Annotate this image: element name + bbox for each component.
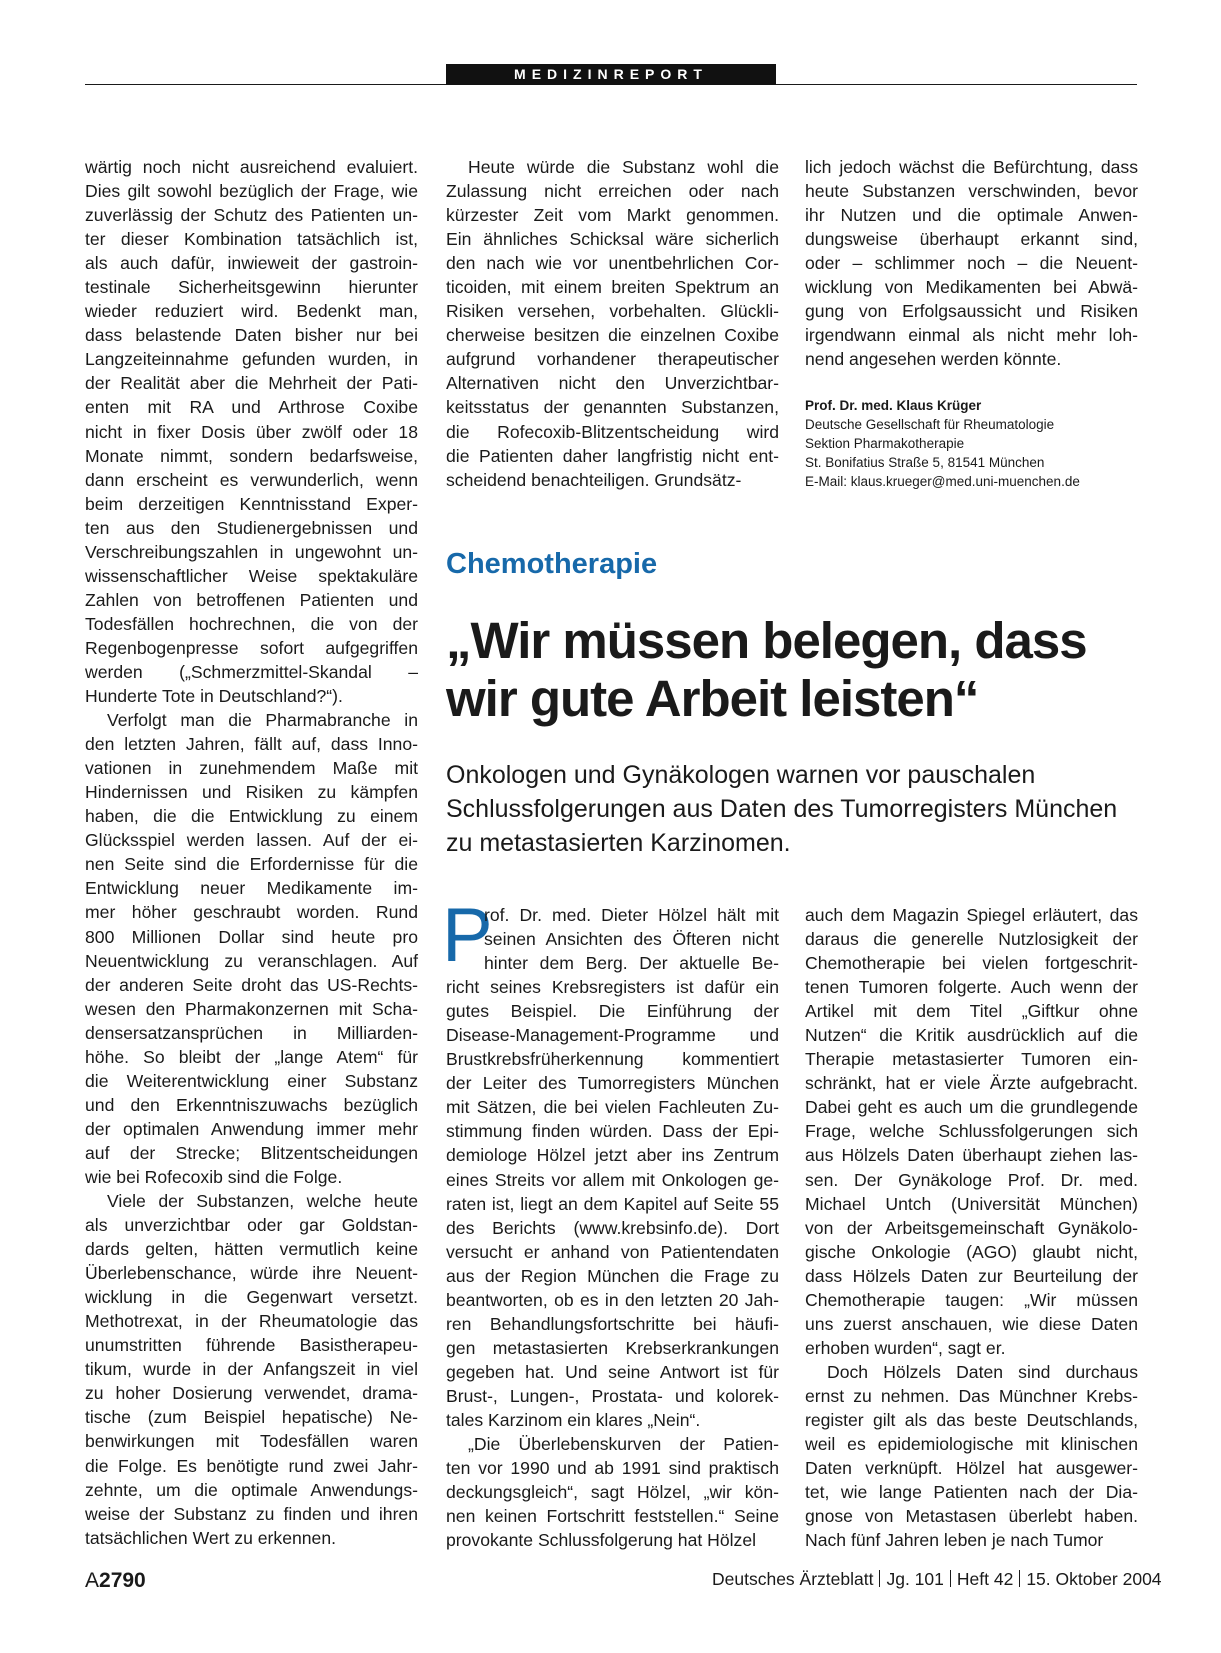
column-5 xyxy=(805,903,1138,1552)
text-line: weise der Substanz zu finden und ihren xyxy=(85,1503,418,1524)
text-line: tales Karzinom ein klares „Nein“. xyxy=(446,1409,701,1430)
text-line: heute Substanzen verschwinden, bevor xyxy=(805,181,1138,202)
text-line: und den Erkenntniszuwachs bezüglich xyxy=(85,1094,418,1115)
text-line: uns zuerst anschauen, wie diese Daten xyxy=(805,1313,1138,1334)
text-line: Glücksspiel werden lassen. Auf der ei- xyxy=(85,830,418,851)
text-line: Todesfällen hochrechnen, die von der xyxy=(85,613,418,634)
column-2 xyxy=(446,155,779,492)
text-line: Viele der Substanzen, welche heute xyxy=(107,1191,418,1212)
text-line: kürzester Zeit vom Markt genommen. xyxy=(446,205,779,226)
text-line: Nach fünf Jahren leben je nach Tumor xyxy=(805,1530,1104,1551)
article-kicker: Chemotherapie xyxy=(446,548,658,580)
column-4 xyxy=(446,903,779,1552)
text-line: beim derzeitigen Kenntnisstand Exper- xyxy=(85,493,418,514)
text-line: ter dieser Kombination tatsächlich ist, xyxy=(85,229,418,250)
text-line: register gilt als das beste Deutschlands, xyxy=(805,1409,1138,1430)
text-line: wesen den Pharmakonzernen mit Scha- xyxy=(85,998,418,1019)
journal-issue: Heft 42 xyxy=(956,1569,1014,1589)
article-headline xyxy=(446,612,1146,728)
text-line: Brust-, Lungen-, Prostata- und kolorek- xyxy=(446,1385,779,1406)
text-line: densersatzansprüchen in Milliarden- xyxy=(85,1022,418,1043)
text-line: haben, die die Entwicklung zu einem xyxy=(85,806,418,827)
text-line: höhe. So bleibt der „lange Atem“ für xyxy=(85,1046,418,1067)
text-line: oder – schlimmer noch – die Neuent- xyxy=(805,253,1138,274)
text-line: raten ist, liegt an dem Kapitel auf Seite 55 xyxy=(446,1193,779,1214)
text-line: weil es epidemiologische mit klinischen xyxy=(805,1434,1138,1455)
text-line: versucht er anhand von Patientendaten xyxy=(446,1241,779,1262)
subhead-line: Onkologen und Gynäkologen warnen vor pauschalen xyxy=(446,761,1036,789)
text-line: als auch dafür, inwieweit der gastroin- xyxy=(85,253,418,274)
footer-divider xyxy=(879,1570,880,1587)
text-line: nend angesehen werden könnte. xyxy=(805,349,1062,370)
text-line: dass belastende Daten bisher nur bei xyxy=(85,325,418,346)
text-line: die Rofecoxib-Blitzentscheidung wird xyxy=(446,421,779,442)
text-line: Verschreibungszahlen in ungewohnt un- xyxy=(85,541,418,562)
text-line: tikum, wurde in der Anfangszeit in viel xyxy=(85,1359,418,1380)
text-line: Langzeiteinnahme gefunden wurden, in xyxy=(85,349,418,370)
text-line: gung von Erfolgsaussicht und Risiken xyxy=(805,301,1138,322)
column-1 xyxy=(85,155,418,1550)
text-line: vationen in zunehmendem Maße mit xyxy=(85,758,418,779)
author-section: Sektion Pharmakotherapie xyxy=(805,436,965,451)
text-line: tatsächlichen Wert zu erkennen. xyxy=(85,1527,337,1548)
text-line: wärtig noch nicht ausreichend evaluiert. xyxy=(85,157,418,177)
text-line: auch dem Magazin Spiegel erläutert, das xyxy=(805,905,1138,925)
text-line: demiologe Hölzel jetzt aber ins Zentrum xyxy=(446,1145,779,1166)
text-line: Methotrexat, in der Rheumatologie das xyxy=(85,1311,418,1332)
text-line: rof. Dr. med. Dieter Hölzel hält mit xyxy=(484,905,779,925)
text-line: Verfolgt man die Pharmabranche in xyxy=(107,710,418,731)
text-line: hinter dem Berg. Der aktuelle Be- xyxy=(484,953,779,974)
text-line: seinen Ansichten des Öfteren nicht xyxy=(484,929,779,950)
text-line: gutes Beispiel. Die Einführung der xyxy=(446,1001,779,1022)
text-line: deckungsgleich“, sagt Hölzel, „wir kön- xyxy=(446,1482,779,1503)
text-line: irgendwann einmal als nicht mehr loh- xyxy=(805,325,1138,346)
text-line: Ein ähnliches Schicksal wäre sicherlich xyxy=(446,229,779,250)
section-label: MEDIZINREPORT xyxy=(446,64,776,85)
text-line: der anderen Seite droht das US-Rechts- xyxy=(85,974,418,995)
headline-line: „Wir müssen belegen, dass xyxy=(446,612,1087,669)
text-line: Michael Untch (Universität München) xyxy=(805,1193,1138,1214)
text-line: Zahlen von betroffenen Patienten und xyxy=(85,589,418,610)
text-line: aus der Region München die Frage zu xyxy=(446,1265,779,1286)
folio-number: 2790 xyxy=(99,1569,146,1592)
text-line: den nach wie vor unentbehrlichen Cor- xyxy=(446,253,779,274)
text-line: eines Streits vor allem mit Onkologen ge- xyxy=(446,1169,779,1190)
text-line: Chemotherapie taugen: „Wir müssen xyxy=(805,1289,1138,1310)
text-line: beantworten, ob es in den letzten 20 Jah- xyxy=(446,1289,779,1310)
author-email: E-Mail: klaus.krueger@med.uni-muenchen.de xyxy=(805,474,1080,489)
text-line: Artikel mit dem Titel „Giftkur ohne xyxy=(805,1001,1138,1022)
text-line: gische Onkologie (AGO) glaubt nicht, xyxy=(805,1241,1138,1262)
text-line: tet, wie lange Patienten nach der Dia- xyxy=(805,1482,1138,1503)
text-line: Entwicklung neuer Medikamente im- xyxy=(85,878,418,899)
text-line: dass Hölzels Daten zur Beurteilung der xyxy=(805,1265,1138,1286)
text-line: gegeben hat. Und seine Antwort ist für xyxy=(446,1361,779,1382)
text-line: der Leiter des Tumorregisters München xyxy=(446,1073,779,1094)
text-line: wieder reduziert wird. Bedenkt man, xyxy=(85,301,418,322)
text-line: testinale Sicherheitsgewinn hierunter xyxy=(85,277,418,298)
headline-line: wir gute Arbeit leisten“ xyxy=(446,670,979,727)
drop-cap: P xyxy=(442,893,493,978)
text-line: benwirkungen mit Todesfällen waren xyxy=(85,1431,418,1452)
text-line: lich jedoch wächst die Befürchtung, dass xyxy=(805,157,1138,177)
text-line: ernst zu nehmen. Das Münchner Krebs- xyxy=(805,1385,1138,1406)
text-line: cherweise besitzen die einzelnen Coxibe xyxy=(446,325,779,346)
text-line: ten vor 1990 und ab 1991 sind praktisch xyxy=(446,1458,779,1479)
journal-footer xyxy=(712,1569,1162,1590)
text-line: richt seines Krebsregisters ist dafür ein xyxy=(446,977,779,998)
text-line: Regenbogenpresse sofort aufgegriffen xyxy=(85,637,418,658)
text-line: der optimalen Anwendung immer mehr xyxy=(85,1118,418,1139)
text-line: unumstritten führende Basistherapeu- xyxy=(85,1335,418,1356)
text-line: Hunderte Tote in Deutschland?“). xyxy=(85,686,343,707)
text-line: ticoiden, mit einem breiten Spektrum an xyxy=(446,277,779,298)
text-line: provokante Schlussfolgerung hat Hölzel xyxy=(446,1530,757,1551)
text-line: scheidend benachteiligen. Grundsätz- xyxy=(446,469,742,490)
subhead-line: zu metastasierten Karzinomen. xyxy=(446,829,791,857)
text-line: dungsweise überhaupt erkannt sind, xyxy=(805,229,1138,250)
text-line: tenen Tumoren folgerte. Auch wenn der xyxy=(805,977,1138,998)
text-line: Doch Hölzels Daten sind durchaus xyxy=(827,1361,1138,1382)
text-line: „Die Überlebenskurven der Patien- xyxy=(468,1434,779,1455)
text-line: sen. Der Gynäkologe Prof. Dr. med. xyxy=(805,1169,1138,1190)
author-address: St. Bonifatius Straße 5, 81541 München xyxy=(805,455,1045,470)
text-line: Frage, welche Schlussfolgerungen sich xyxy=(805,1121,1138,1142)
text-line: keitsstatus der genannten Substanzen, xyxy=(446,397,779,418)
text-line: den letzten Jahren, fällt auf, dass Inno- xyxy=(85,734,418,755)
text-line: daraus die generelle Nutzlosigkeit der xyxy=(805,929,1138,950)
text-line: Hindernissen und Risiken zu kämpfen xyxy=(85,782,418,803)
text-line: Therapie metastasierter Tumoren ein- xyxy=(805,1049,1138,1070)
text-line: Überlebenschance, würde ihre Neuent- xyxy=(85,1263,418,1284)
text-line: Nutzen“ die Kritik ausdrücklich auf die xyxy=(805,1025,1138,1046)
text-line: 800 Millionen Dollar sind heute pro xyxy=(85,926,418,947)
text-line: erhoben wurden“, sagt er. xyxy=(805,1337,1006,1358)
text-line: enten mit RA und Arthrose Coxibe xyxy=(85,397,418,418)
text-line: zuverlässig der Schutz des Patienten un- xyxy=(85,205,418,226)
folio-prefix: A xyxy=(85,1569,100,1592)
text-line: die Patienten daher langfristig nicht ent- xyxy=(446,445,779,466)
text-line: Daten verknüpft. Hölzel hat ausgewer- xyxy=(805,1458,1138,1479)
text-line: Brustkrebsfrüherkennung kommentiert xyxy=(446,1049,779,1070)
column-3 xyxy=(805,155,1138,371)
text-line: Disease-Management-Programme und xyxy=(446,1025,779,1046)
text-line: des Berichts (www.krebsinfo.de). Dort xyxy=(446,1217,779,1238)
text-line: nen keinen Fortschritt feststellen.“ Seine xyxy=(446,1506,779,1527)
text-line: Zulassung nicht erreichen oder nach xyxy=(446,181,779,202)
text-line: schränkt, hat er viele Ärzte aufgebracht. xyxy=(805,1073,1138,1094)
text-line: tische (zum Beispiel hepatische) Ne- xyxy=(85,1407,418,1428)
text-line: Monate nimmt, sondern bedarfsweise, xyxy=(85,445,418,466)
text-line: nicht in fixer Dosis über zwölf oder 18 xyxy=(85,421,418,442)
text-line: ten aus den Studienergebnissen und xyxy=(85,517,418,538)
text-line: mit Sätzen, die bei vielen Fachleuten Zu- xyxy=(446,1097,779,1118)
text-line: dann erscheint es verwunderlich, wenn xyxy=(85,469,418,490)
text-line: die Weiterentwicklung einer Substanz xyxy=(85,1070,418,1091)
text-line: ren Behandlungsfortschritte bei häufi- xyxy=(446,1313,779,1334)
text-line: Dies gilt sowohl bezüglich der Frage, wie xyxy=(85,181,418,202)
text-line: dards gelten, hätten vermutlich keine xyxy=(85,1239,418,1260)
article-subhead xyxy=(446,758,1146,860)
text-line: Neuentwicklung zu veranschlagen. Auf xyxy=(85,950,418,971)
author-name: Prof. Dr. med. Klaus Krüger xyxy=(805,398,982,413)
text-line: aufgrund vorhandener therapeutischer xyxy=(446,349,779,370)
text-line: aus Hölzels Daten überhaupt ziehen las- xyxy=(805,1145,1138,1166)
text-line: gnose von Metastasen überlebt haben. xyxy=(805,1506,1138,1527)
journal-date: 15. Oktober 2004 xyxy=(1026,1569,1162,1589)
text-line: wicklung von Medikamenten bei Abwä- xyxy=(805,277,1138,298)
footer-divider xyxy=(1019,1570,1020,1587)
text-line: wie bei Rofecoxib sind die Folge. xyxy=(85,1166,343,1187)
text-line: die Folge. Es benötigte rund zwei Jahr- xyxy=(85,1455,418,1476)
subhead-line: Schlussfolgerungen aus Daten des Tumorregisters München xyxy=(446,795,1118,823)
text-line: zehnte, um die optimale Anwendungs- xyxy=(85,1479,418,1500)
text-line: stimmung finden würden. Dass der Epi- xyxy=(446,1121,779,1142)
text-line: Dabei geht es auch um die grundlegende xyxy=(805,1097,1138,1118)
text-line: als unverzichtbar oder gar Goldstan- xyxy=(85,1215,418,1236)
text-line: wissenschaftlicher Weise spektakuläre xyxy=(85,565,418,586)
text-line: Risiken versehen, vorbehalten. Glückli- xyxy=(446,301,779,322)
text-line: mer höher geschraubt worden. Rund xyxy=(85,902,418,923)
author-block xyxy=(805,396,1138,491)
journal-volume: Jg. 101 xyxy=(886,1569,944,1589)
text-line: der Realität aber die Mehrheit der Pati- xyxy=(85,373,418,394)
text-line: von der Arbeitsgemeinschaft Gynäkolo- xyxy=(805,1217,1138,1238)
text-line: Chemotherapie bei vielen fortgeschrit- xyxy=(805,953,1138,974)
page-folio xyxy=(85,1569,146,1593)
author-affiliation: Deutsche Gesellschaft für Rheumatologie xyxy=(805,417,1055,432)
journal-name: Deutsches Ärzteblatt xyxy=(712,1569,874,1589)
text-line: ihr Nutzen und die optimale Anwen- xyxy=(805,205,1138,226)
text-line: zu hoher Dosierung verwendet, drama- xyxy=(85,1383,418,1404)
text-line: gen metastasierten Krebserkrankungen xyxy=(446,1337,779,1358)
text-line: nen Seite sind die Erfordernisse für die xyxy=(85,854,418,875)
text-line: Heute würde die Substanz wohl die xyxy=(468,157,779,177)
text-line: Alternativen nicht den Unverzichtbar- xyxy=(446,373,779,394)
text-line: wicklung in die Gegenwart versetzt. xyxy=(85,1287,418,1308)
text-line: werden („Schmerzmittel-Skandal – xyxy=(85,661,418,682)
text-line: auf der Strecke; Blitzentscheidungen xyxy=(85,1142,418,1163)
footer-divider xyxy=(950,1570,951,1587)
